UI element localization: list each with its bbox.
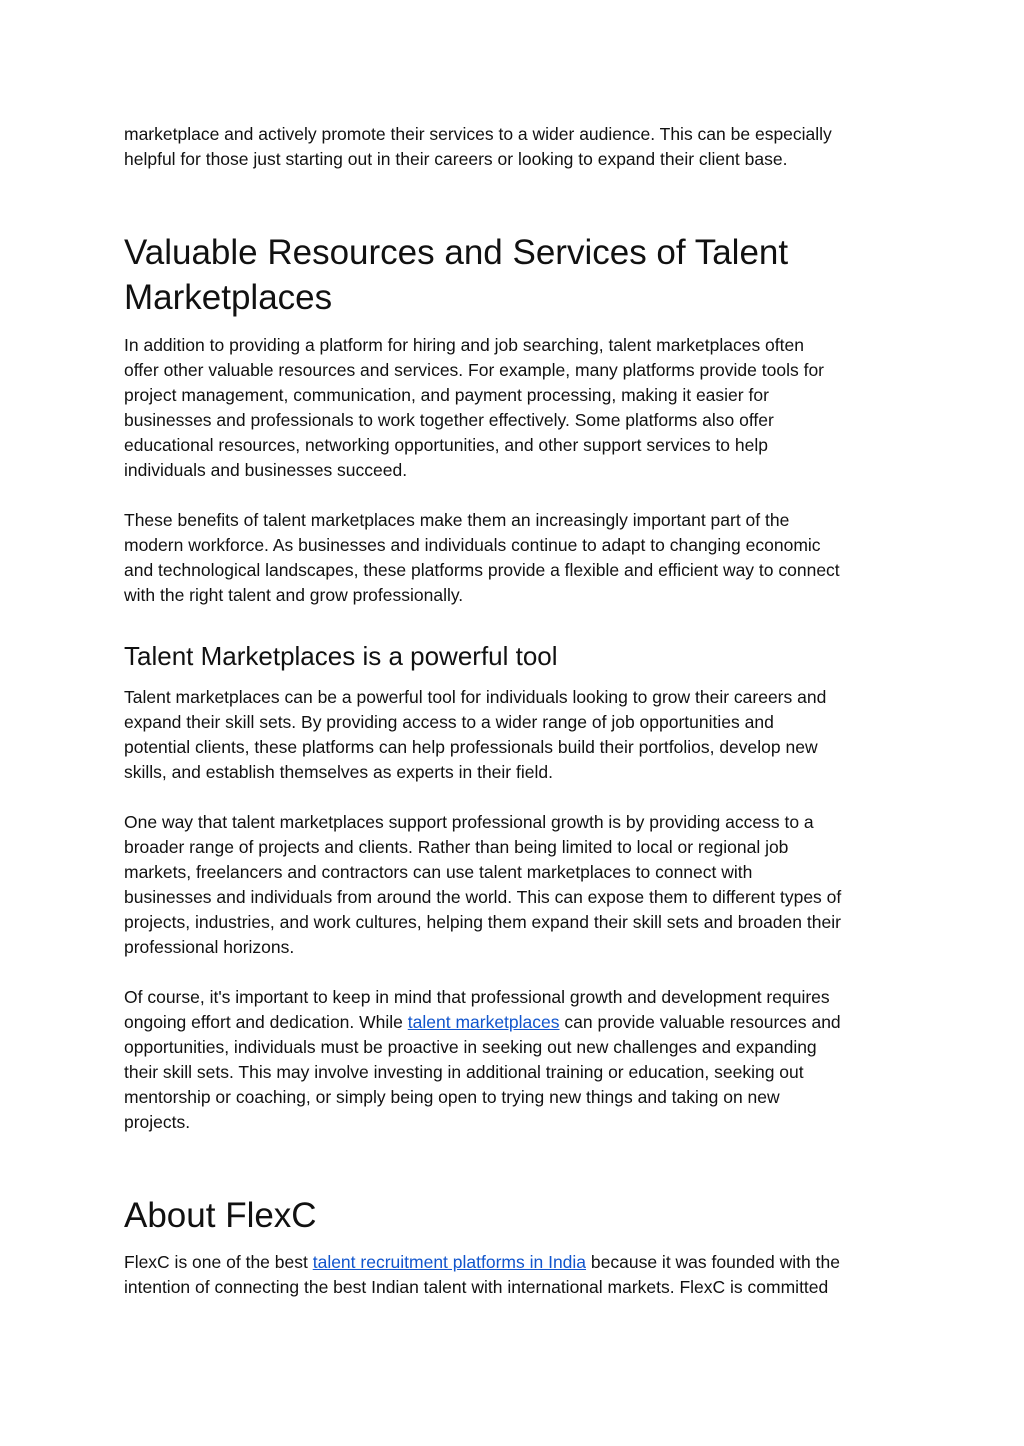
- valuable-resources-paragraph-2: These benefits of talent marketplaces make them an increasingly important part of the modern workforce. As businesses and individuals continue to adapt to changing economic and technological landscapes, these platforms provide a flexible and efficient way to connect with the right talent and grow professionally.: [124, 510, 840, 605]
- valuable-resources-paragraph-1: In addition to providing a platform for hiring and job searching, talent marketplaces often offer other valuable resources and services. For example, many platforms provide tools for project management, communication, and payment processing, making it easier for businesses and professionals to work together effectively. Some platforms also offer educational resources, networking opportunities, and other support services to help individuals and businesses succeed.: [124, 335, 824, 480]
- paragraph-3-text-after-link: can provide valuable resources and opportunities, individuals must be proactive in seeking out new challenges and expanding their skill sets. This may involve investing in additional training or education, seeking out mentorship or coaching, or simply being open to trying new things and taking on new projects.: [124, 1012, 841, 1132]
- powerful-tool-paragraph-3: [124, 985, 841, 1135]
- powerful-tool-paragraph-1: Talent marketplaces can be a powerful tool for individuals looking to grow their careers and expand their skill sets. By providing access to a wider range of job opportunities and potential clients, these platforms can help professionals build their portfolios, develop new skills, and establish themselves as experts in their field.: [124, 687, 827, 782]
- about-flexc-heading: About FlexC: [124, 1196, 317, 1235]
- about-text-before-link: FlexC is one of the best: [124, 1252, 313, 1272]
- paragraph-3-text-before-link: Of course, it's important to keep in mind that professional growth and development requires ongoing effort and dedication. While: [124, 987, 830, 1032]
- intro-continuation-paragraph: marketplace and actively promote their services to a wider audience. This can be especially helpful for those just starting out in their careers or looking to expand their client base.: [124, 124, 832, 169]
- talent-marketplaces-link[interactable]: talent marketplaces: [407, 1012, 560, 1032]
- about-flexc-paragraph: [124, 1250, 840, 1300]
- about-text-after-link: because it was founded with the intention of connecting the best Indian talent with international markets. FlexC is committed: [124, 1252, 840, 1297]
- powerful-tool-heading: Talent Marketplaces is a powerful tool: [124, 641, 558, 671]
- talent-recruitment-platforms-link[interactable]: talent recruitment platforms in India: [312, 1252, 587, 1272]
- valuable-resources-heading: Valuable Resources and Services of Talent Marketplaces: [124, 233, 789, 317]
- powerful-tool-paragraph-2: One way that talent marketplaces support professional growth is by providing access to a broader range of projects and clients. Rather than being limited to local or regional job markets, freelancers and contractors can use talent marketplaces to connect with businesses and individuals from around the world. This can expose them to different types of projects, industries, and work cultures, helping them expand their skill sets and broaden their professional horizons.: [124, 812, 842, 957]
